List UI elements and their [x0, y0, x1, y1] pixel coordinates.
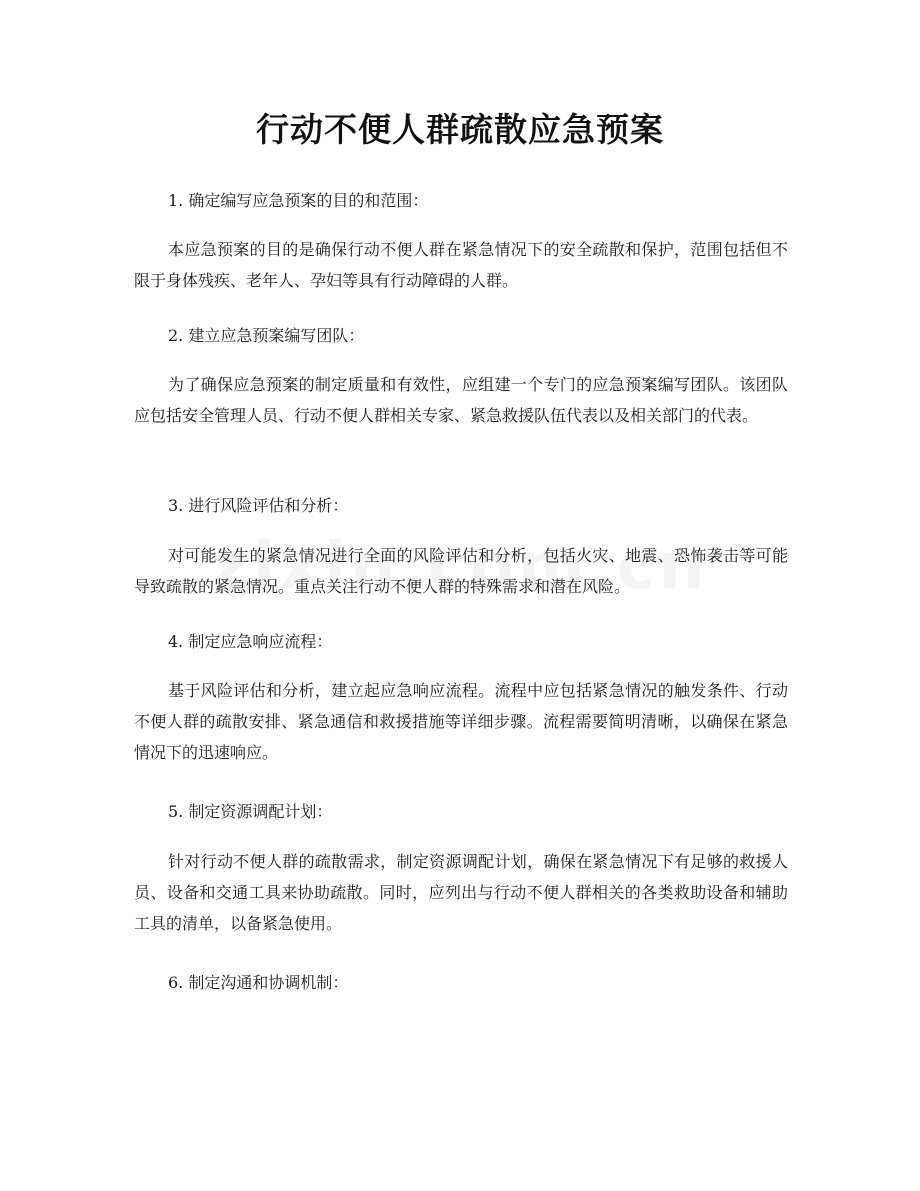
section-heading-6: 6. 制定沟通和协调机制：	[168, 973, 349, 992]
section-body-5: 针对行动不便人群的疏散需求，制定资源调配计划，确保在紧急情况下有足够的救援人员、设备和交通工具来协助疏散。同时，应列出与行动不便人群相关的各类救助设备和辅助工具的清单，以备紧急使用。	[134, 852, 788, 933]
section-heading-1: 1. 确定编写应急预案的目的和范围：	[168, 191, 429, 210]
section-body-4: 基于风险评估和分析，建立起应急响应流程。流程中应包括紧急情况的触发条件、行动不便人群的疏散安排、紧急通信和救援措施等详细步骤。流程需要简明清晰，以确保在紧急情况下的迅速响应。	[134, 681, 788, 762]
section-heading-4: 4. 制定应急响应流程：	[168, 632, 333, 651]
section-body-3: 对可能发生的紧急情况进行全面的风险评估和分析，包括火灾、地震、恐怖袭击等可能导致疏散的紧急情况。重点关注行动不便人群的特殊需求和潜在风险。	[134, 546, 788, 596]
section-body-1: 本应急预案的目的是确保行动不便人群在紧急情况下的安全疏散和保护，范围包括但不限于身体残疾、老年人、孕妇等具有行动障碍的人群。	[134, 240, 788, 290]
section-heading-5: 5. 制定资源调配计划：	[168, 802, 333, 821]
document-title: 行动不便人群疏散应急预案	[256, 110, 664, 149]
section-heading-2: 2. 建立应急预案编写团队：	[168, 326, 365, 345]
section-body-2: 为了确保应急预案的制定质量和有效性，应组建一个专门的应急预案编写团队。该团队应包括安全管理人员、行动不便人群相关专家、紧急救援队伍代表以及相关部门的代表。	[134, 375, 788, 425]
section-heading-3: 3. 进行风险评估和分析：	[168, 496, 349, 515]
